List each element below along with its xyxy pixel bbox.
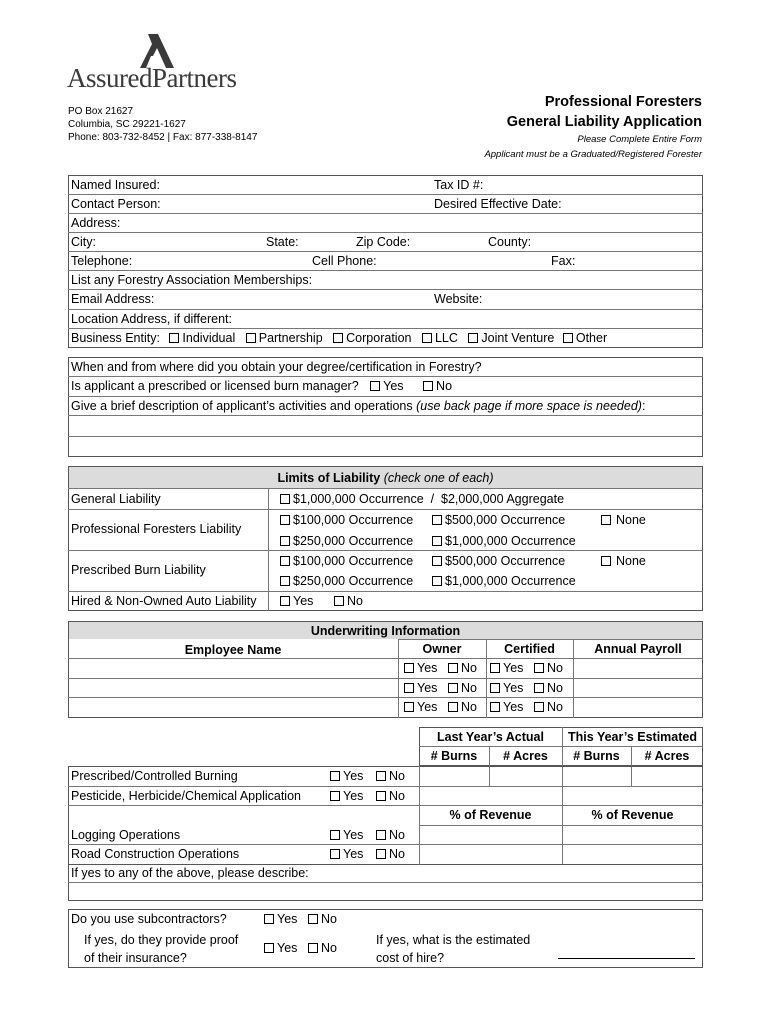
activities-question[interactable]: Give a brief description of applicant’s activities and operations (use back page if more space is needed): bbox=[71, 399, 646, 413]
pesticide-yes-checkbox[interactable]: Yes bbox=[330, 788, 363, 804]
county-field[interactable]: County: bbox=[488, 235, 532, 249]
proof-question: If yes, do they provide proof of their insurance? bbox=[84, 933, 239, 965]
pb-1m-checkbox[interactable]: $1,000,000 Occurrence bbox=[432, 573, 576, 589]
auto-liability-label: Hired & Non-Owned Auto Liability bbox=[71, 594, 257, 608]
burn-manager-no-checkbox[interactable]: No bbox=[423, 379, 452, 393]
row2-owner-no-checkbox[interactable]: No bbox=[448, 680, 477, 696]
pf-250k-checkbox[interactable]: $250,000 Occurrence bbox=[280, 533, 413, 549]
last-acres-header: # Acres bbox=[503, 749, 548, 763]
auto-no-checkbox[interactable]: No bbox=[334, 593, 363, 609]
prescribed-burning-label: Prescribed/Controlled Burning bbox=[71, 769, 238, 783]
row1-owner-yes-checkbox[interactable]: Yes bbox=[404, 660, 437, 676]
cost-of-hire-input-line[interactable] bbox=[558, 958, 695, 959]
pesticide-label: Pesticide, Herbicide/Chemical Application bbox=[71, 789, 301, 803]
certified-header: Certified bbox=[504, 642, 555, 656]
entity-other-checkbox[interactable]: Other bbox=[563, 331, 607, 345]
prescribed-no-checkbox[interactable]: No bbox=[376, 768, 405, 784]
effective-date-field[interactable]: Desired Effective Date: bbox=[434, 197, 562, 211]
employee-name-header: Employee Name bbox=[184, 643, 282, 657]
telephone-field[interactable]: Telephone: bbox=[71, 254, 133, 268]
road-construction-label: Road Construction Operations bbox=[71, 847, 240, 861]
pf-none-checkbox[interactable]: None bbox=[601, 512, 646, 528]
last-year-header: Last Year’s Actual bbox=[436, 730, 544, 744]
auto-yes-checkbox[interactable]: Yes bbox=[280, 593, 313, 609]
pesticide-no-checkbox[interactable]: No bbox=[376, 788, 405, 804]
fax-field[interactable]: Fax: bbox=[551, 254, 576, 268]
limits-title: Limits of Liability (check one of each) bbox=[277, 471, 494, 485]
entity-corporation-checkbox[interactable]: Corporation bbox=[333, 331, 411, 345]
subcontractors-question: Do you use subcontractors? bbox=[71, 912, 227, 926]
business-entity-row bbox=[71, 330, 607, 346]
address-line2: Columbia, SC 29221-1627 bbox=[68, 119, 186, 130]
title-note2: Applicant must be a Graduated/Registered Forester bbox=[484, 149, 702, 160]
zip-field[interactable]: Zip Code: bbox=[356, 235, 411, 249]
subcontractors-yes-checkbox[interactable]: Yes bbox=[264, 911, 297, 927]
title-line2: General Liability Application bbox=[506, 114, 702, 130]
pf-liability-label: Professional Foresters Liability bbox=[71, 522, 242, 536]
this-burns-header: # Burns bbox=[573, 749, 620, 763]
business-entity-label: Business Entity: bbox=[71, 331, 160, 345]
entity-llc-checkbox[interactable]: LLC bbox=[422, 331, 458, 345]
this-revenue-header: % of Revenue bbox=[591, 808, 674, 822]
contact-person-field[interactable]: Contact Person: bbox=[71, 197, 161, 211]
row3-owner-no-checkbox[interactable]: No bbox=[448, 699, 477, 715]
road-yes-checkbox[interactable]: Yes bbox=[330, 846, 363, 862]
row2-cert-no-checkbox[interactable]: No bbox=[534, 680, 563, 696]
logging-no-checkbox[interactable]: No bbox=[376, 827, 405, 843]
city-field[interactable]: City: bbox=[71, 235, 96, 249]
subcontractors-no-checkbox[interactable]: No bbox=[308, 911, 337, 927]
general-liability-option-checkbox[interactable]: $1,000,000 Occurrence / $2,000,000 Aggregate bbox=[280, 491, 564, 507]
row2-owner-yes-checkbox[interactable]: Yes bbox=[404, 680, 437, 696]
address-block bbox=[68, 105, 257, 144]
burn-manager-question: Is applicant a prescribed or licensed burn manager? bbox=[71, 379, 359, 393]
title-line1: Professional Foresters bbox=[544, 94, 702, 110]
location-address-field[interactable]: Location Address, if different: bbox=[71, 312, 232, 326]
row1-owner-no-checkbox[interactable]: No bbox=[448, 660, 477, 676]
pb-100k-checkbox[interactable]: $100,000 Occurrence bbox=[280, 553, 413, 569]
pb-none-checkbox[interactable]: None bbox=[601, 553, 646, 569]
pb-liability-label: Prescribed Burn Liability bbox=[71, 563, 206, 577]
address-line1: PO Box 21627 bbox=[68, 106, 134, 117]
row3-cert-no-checkbox[interactable]: No bbox=[534, 699, 563, 715]
pf-100k-checkbox[interactable]: $100,000 Occurrence bbox=[280, 512, 413, 528]
road-no-checkbox[interactable]: No bbox=[376, 846, 405, 862]
email-field[interactable]: Email Address: bbox=[71, 292, 155, 306]
brand-name: AssuredPartners bbox=[67, 63, 237, 93]
cell-phone-field[interactable]: Cell Phone: bbox=[312, 254, 377, 268]
describe-field[interactable]: If yes to any of the above, please describe: bbox=[71, 866, 309, 880]
general-liability-label: General Liability bbox=[71, 492, 161, 506]
row2-cert-yes-checkbox[interactable]: Yes bbox=[490, 680, 523, 696]
last-burns-header: # Burns bbox=[430, 749, 478, 763]
owner-header: Owner bbox=[422, 642, 462, 656]
cost-of-hire-question: If yes, what is the estimated cost of hire? bbox=[376, 933, 531, 965]
row1-cert-no-checkbox[interactable]: No bbox=[534, 660, 563, 676]
row1-cert-yes-checkbox[interactable]: Yes bbox=[490, 660, 523, 676]
title-note1: Please Complete Entire Form bbox=[577, 134, 702, 145]
pf-500k-checkbox[interactable]: $500,000 Occurrence bbox=[432, 512, 565, 528]
address-line3: Phone: 803-732-8452 | Fax: 877-338-8147 bbox=[68, 132, 258, 143]
underwriting-title: Underwriting Information bbox=[310, 624, 461, 638]
pb-250k-checkbox[interactable]: $250,000 Occurrence bbox=[280, 573, 413, 589]
burn-manager-row bbox=[71, 378, 452, 394]
burn-manager-yes-checkbox[interactable]: Yes bbox=[370, 379, 403, 393]
prescribed-yes-checkbox[interactable]: Yes bbox=[330, 768, 363, 784]
logging-label: Logging Operations bbox=[71, 828, 181, 842]
last-revenue-header: % of Revenue bbox=[449, 808, 532, 822]
entity-joint-venture-checkbox[interactable]: Joint Venture bbox=[468, 331, 554, 345]
tax-id-field[interactable]: Tax ID #: bbox=[434, 178, 484, 192]
entity-individual-checkbox[interactable]: Individual bbox=[169, 331, 235, 345]
row3-cert-yes-checkbox[interactable]: Yes bbox=[490, 699, 523, 715]
logging-yes-checkbox[interactable]: Yes bbox=[330, 827, 363, 843]
pf-1m-checkbox[interactable]: $1,000,000 Occurrence bbox=[432, 533, 576, 549]
degree-question[interactable]: When and from where did you obtain your degree/certification in Forestry? bbox=[71, 360, 482, 374]
named-insured-field[interactable]: Named Insured: bbox=[71, 178, 160, 192]
form-title bbox=[484, 92, 702, 162]
pb-500k-checkbox[interactable]: $500,000 Occurrence bbox=[432, 553, 565, 569]
address-field[interactable]: Address: bbox=[71, 216, 121, 230]
proof-yes-checkbox[interactable]: Yes bbox=[264, 940, 297, 956]
annual-payroll-header: Annual Payroll bbox=[594, 642, 682, 656]
entity-partnership-checkbox[interactable]: Partnership bbox=[246, 331, 323, 345]
proof-no-checkbox[interactable]: No bbox=[308, 940, 337, 956]
this-acres-header: # Acres bbox=[644, 749, 690, 763]
website-field[interactable]: Website: bbox=[434, 292, 483, 306]
memberships-field[interactable]: List any Forestry Association Memberships: bbox=[71, 273, 313, 287]
this-year-header: This Year’s Estimated bbox=[568, 730, 697, 744]
state-field[interactable]: State: bbox=[266, 235, 299, 249]
row3-owner-yes-checkbox[interactable]: Yes bbox=[404, 699, 437, 715]
